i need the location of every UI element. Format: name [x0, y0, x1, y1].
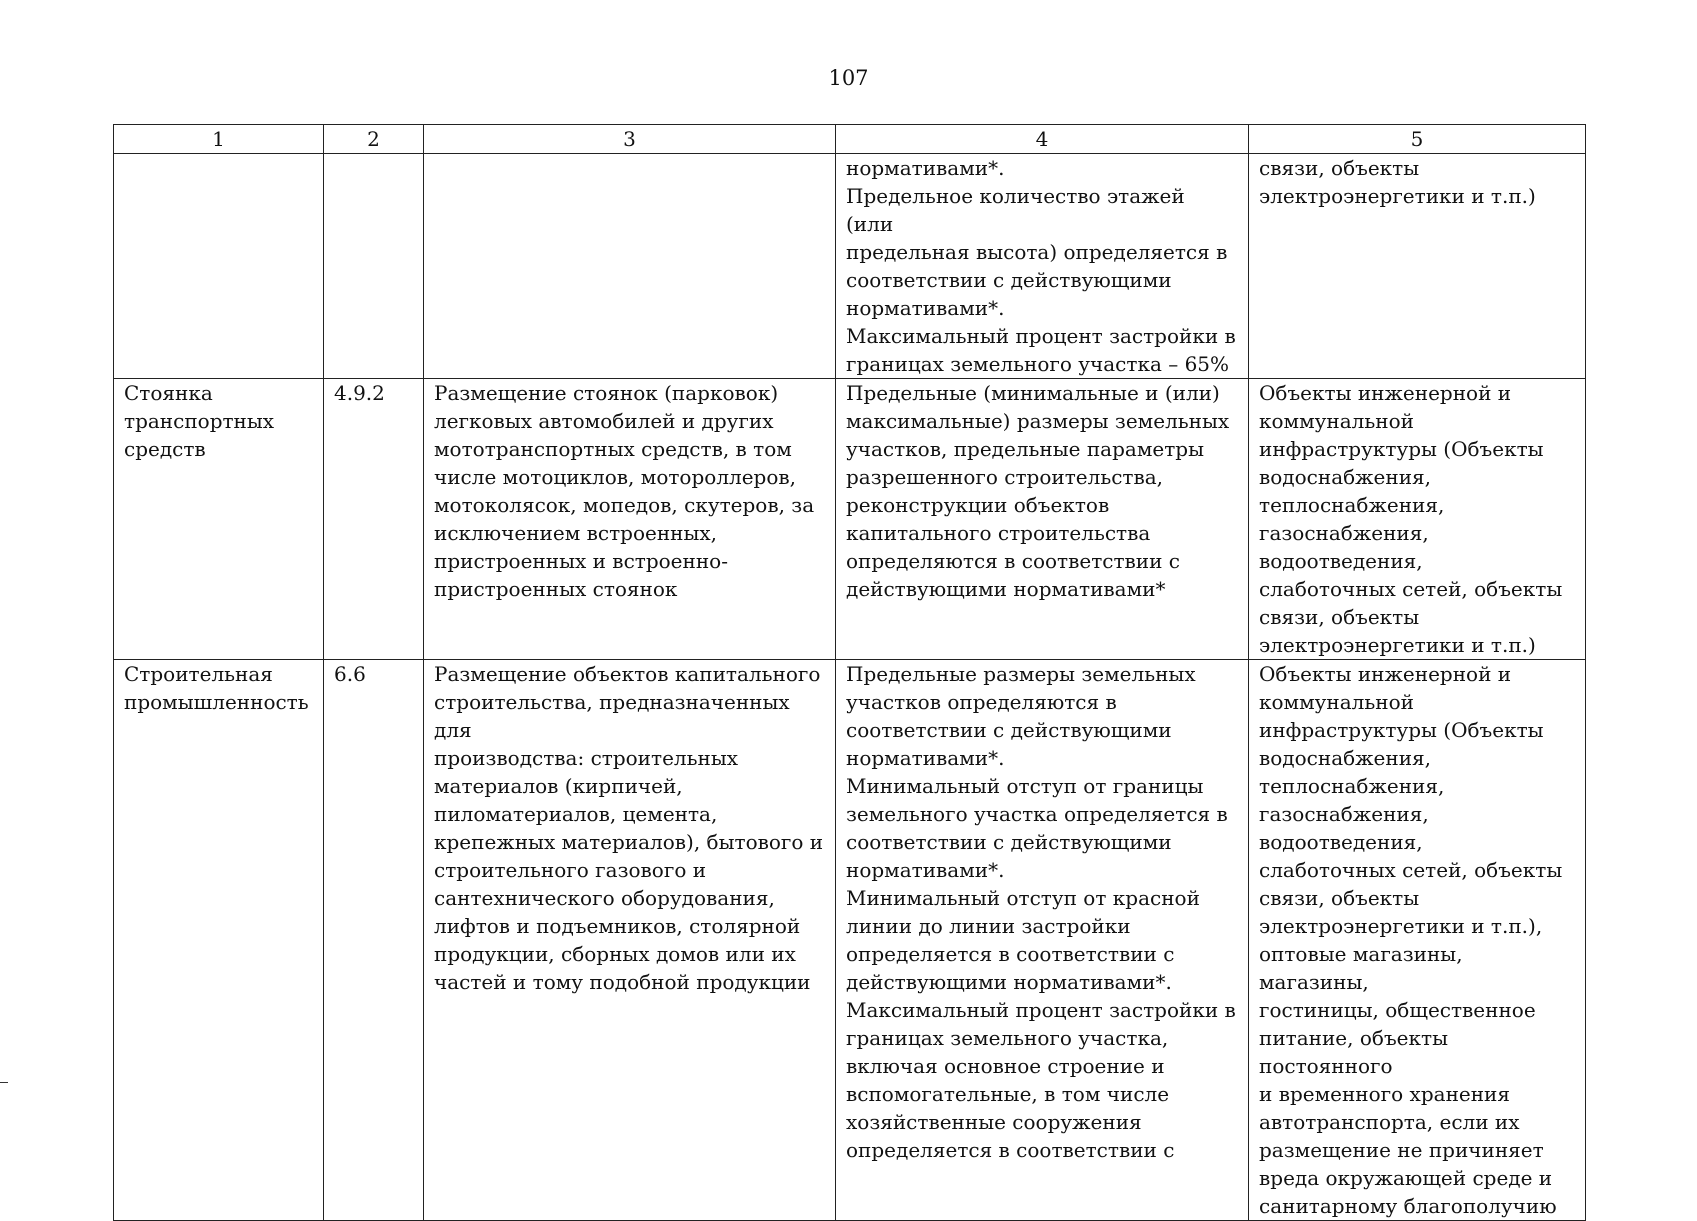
column-header-2: 2: [324, 125, 424, 154]
text-line: газоснабжения, водоотведения,: [1259, 802, 1429, 854]
text-line: промышленность: [124, 690, 309, 714]
page-number: 107: [828, 66, 869, 90]
column-header-3: 3: [424, 125, 836, 154]
text-line: коммунальной: [1259, 409, 1414, 433]
text-line: лифтов и подъемников, столярной: [434, 914, 801, 938]
text-line: Минимальный отступ от красной: [846, 886, 1200, 910]
text-line: соответствии с действующими: [846, 830, 1172, 854]
text-line: включая основное строение и: [846, 1054, 1165, 1078]
cell-auxiliary: [1249, 154, 1586, 379]
text-line: Предельное количество этажей (или: [846, 184, 1185, 236]
text-line: Минимальный отступ от границы: [846, 774, 1204, 798]
text-line: сантехнического оборудования,: [434, 886, 775, 910]
text-line: Предельные размеры земельных: [846, 662, 1196, 686]
text-line: границах земельного участка,: [846, 1026, 1169, 1050]
text-line: участков определяются в: [846, 690, 1117, 714]
text-line: соответствии с действующими: [846, 718, 1172, 742]
text-line: хозяйственные сооружения: [846, 1110, 1142, 1134]
text-line: Стоянка: [124, 381, 213, 405]
text-line: нормативами*.: [846, 746, 1005, 770]
cell-parameters: [836, 154, 1249, 379]
text-line: пристроенных стоянок: [434, 577, 678, 601]
text-line: автотранспорта, если их: [1259, 1110, 1520, 1134]
cell-code: [324, 154, 424, 379]
text-line: инфраструктуры (Объекты: [1259, 437, 1544, 461]
cell-name: [114, 660, 324, 1221]
text-line: строительного газового и: [434, 858, 707, 882]
cell-code: 6.6: [324, 660, 424, 1221]
text-line: коммунальной: [1259, 690, 1414, 714]
column-header-1: 1: [114, 125, 324, 154]
text-line: нормативами*.: [846, 858, 1005, 882]
text-line: определяются в соответствии с: [846, 549, 1181, 573]
text-line: строительства, предназначенных для: [434, 690, 790, 742]
text-line: Строительная: [124, 662, 273, 686]
text-line: исключением встроенных,: [434, 521, 718, 545]
text-line: крепежных материалов), бытового и: [434, 830, 824, 854]
table-row-construction-industry: [114, 660, 1586, 1221]
text-line: предельная высота) определяется в: [846, 240, 1228, 264]
header-row: [114, 125, 1586, 154]
text-line: мототранспортных средств, в том: [434, 437, 792, 461]
text-line: легковых автомобилей и других: [434, 409, 774, 433]
text-line: оптовые магазины, магазины,: [1259, 942, 1463, 994]
cell-auxiliary: [1249, 660, 1586, 1221]
text-line: Максимальный процент застройки в: [846, 998, 1236, 1022]
text-line: нормативами*.: [846, 156, 1005, 180]
text-line: гостиницы, общественное: [1259, 998, 1536, 1022]
text-line: продукции, сборных домов или их: [434, 942, 796, 966]
cell-auxiliary: [1249, 379, 1586, 660]
text-line: участков, предельные параметры: [846, 437, 1205, 461]
text-line: газоснабжения, водоотведения,: [1259, 521, 1429, 573]
text-line: границах земельного участка – 65%: [846, 352, 1230, 376]
text-line: слаботочных сетей, объекты: [1259, 577, 1563, 601]
text-line: транспортных: [124, 409, 275, 433]
text-line: водоснабжения,: [1259, 465, 1432, 489]
text-line: пиломатериалов, цемента,: [434, 802, 718, 826]
text-line: соответствии с действующими: [846, 268, 1172, 292]
land-use-table: [113, 124, 1586, 1221]
scan-margin-mark: [0, 1082, 8, 1083]
text-line: и временного хранения: [1259, 1082, 1511, 1106]
text-line: частей и тому подобной продукции: [434, 970, 811, 994]
text-line: водоснабжения,: [1259, 746, 1432, 770]
text-line: определяется в соответствии с: [846, 942, 1175, 966]
text-line: материалов (кирпичей,: [434, 774, 683, 798]
text-line: разрешенного строительства,: [846, 465, 1164, 489]
text-line: Максимальный процент застройки в: [846, 324, 1236, 348]
text-line: электроэнергетики и т.п.): [1259, 184, 1536, 208]
table-row-parking: [114, 379, 1586, 660]
cell-name: [114, 154, 324, 379]
text-line: максимальные) размеры земельных: [846, 409, 1230, 433]
text-line: санитарному благополучию: [1259, 1194, 1557, 1218]
text-line: действующими нормативами*: [846, 577, 1166, 601]
text-line: Размещение объектов капитального: [434, 662, 821, 686]
text-line: электроэнергетики и т.п.): [1259, 633, 1536, 657]
cell-description: [424, 154, 836, 379]
text-line: действующими нормативами*.: [846, 970, 1172, 994]
text-line: электроэнергетики и т.п.),: [1259, 914, 1543, 938]
text-line: слаботочных сетей, объекты: [1259, 858, 1563, 882]
text-line: вспомогательные, в том числе: [846, 1082, 1170, 1106]
text-line: земельного участка определяется в: [846, 802, 1228, 826]
column-header-5: 5: [1249, 125, 1586, 154]
column-header-4: 4: [836, 125, 1249, 154]
cell-parameters: [836, 660, 1249, 1221]
table-row-continued: [114, 154, 1586, 379]
text-line: капитального строительства: [846, 521, 1151, 545]
cell-description: [424, 379, 836, 660]
text-line: теплоснабжения,: [1259, 493, 1445, 517]
cell-parameters: [836, 379, 1249, 660]
cell-code: 4.9.2: [324, 379, 424, 660]
text-line: Объекты инженерной и: [1259, 381, 1512, 405]
text-line: связи, объекты: [1259, 605, 1420, 629]
cell-description: [424, 660, 836, 1221]
text-line: пристроенных и встроенно-: [434, 549, 728, 573]
text-line: линии до линии застройки: [846, 914, 1131, 938]
text-line: нормативами*.: [846, 296, 1005, 320]
text-line: числе мотоциклов, мотороллеров,: [434, 465, 797, 489]
text-line: связи, объекты: [1259, 886, 1420, 910]
text-line: вреда окружающей среде и: [1259, 1166, 1553, 1190]
cell-name: [114, 379, 324, 660]
text-line: инфраструктуры (Объекты: [1259, 718, 1544, 742]
text-line: производства: строительных: [434, 746, 739, 770]
text-line: средств: [124, 437, 206, 461]
text-line: мотоколясок, мопедов, скутеров, за: [434, 493, 815, 517]
text-line: реконструкции объектов: [846, 493, 1110, 517]
text-line: Размещение стоянок (парковок): [434, 381, 779, 405]
text-line: питание, объекты постоянного: [1259, 1026, 1448, 1078]
text-line: Предельные (минимальные и (или): [846, 381, 1220, 405]
text-line: определяется в соответствии с: [846, 1138, 1175, 1162]
text-line: Объекты инженерной и: [1259, 662, 1512, 686]
text-line: размещение не причиняет: [1259, 1138, 1544, 1162]
text-line: теплоснабжения,: [1259, 774, 1445, 798]
text-line: связи, объекты: [1259, 156, 1420, 180]
